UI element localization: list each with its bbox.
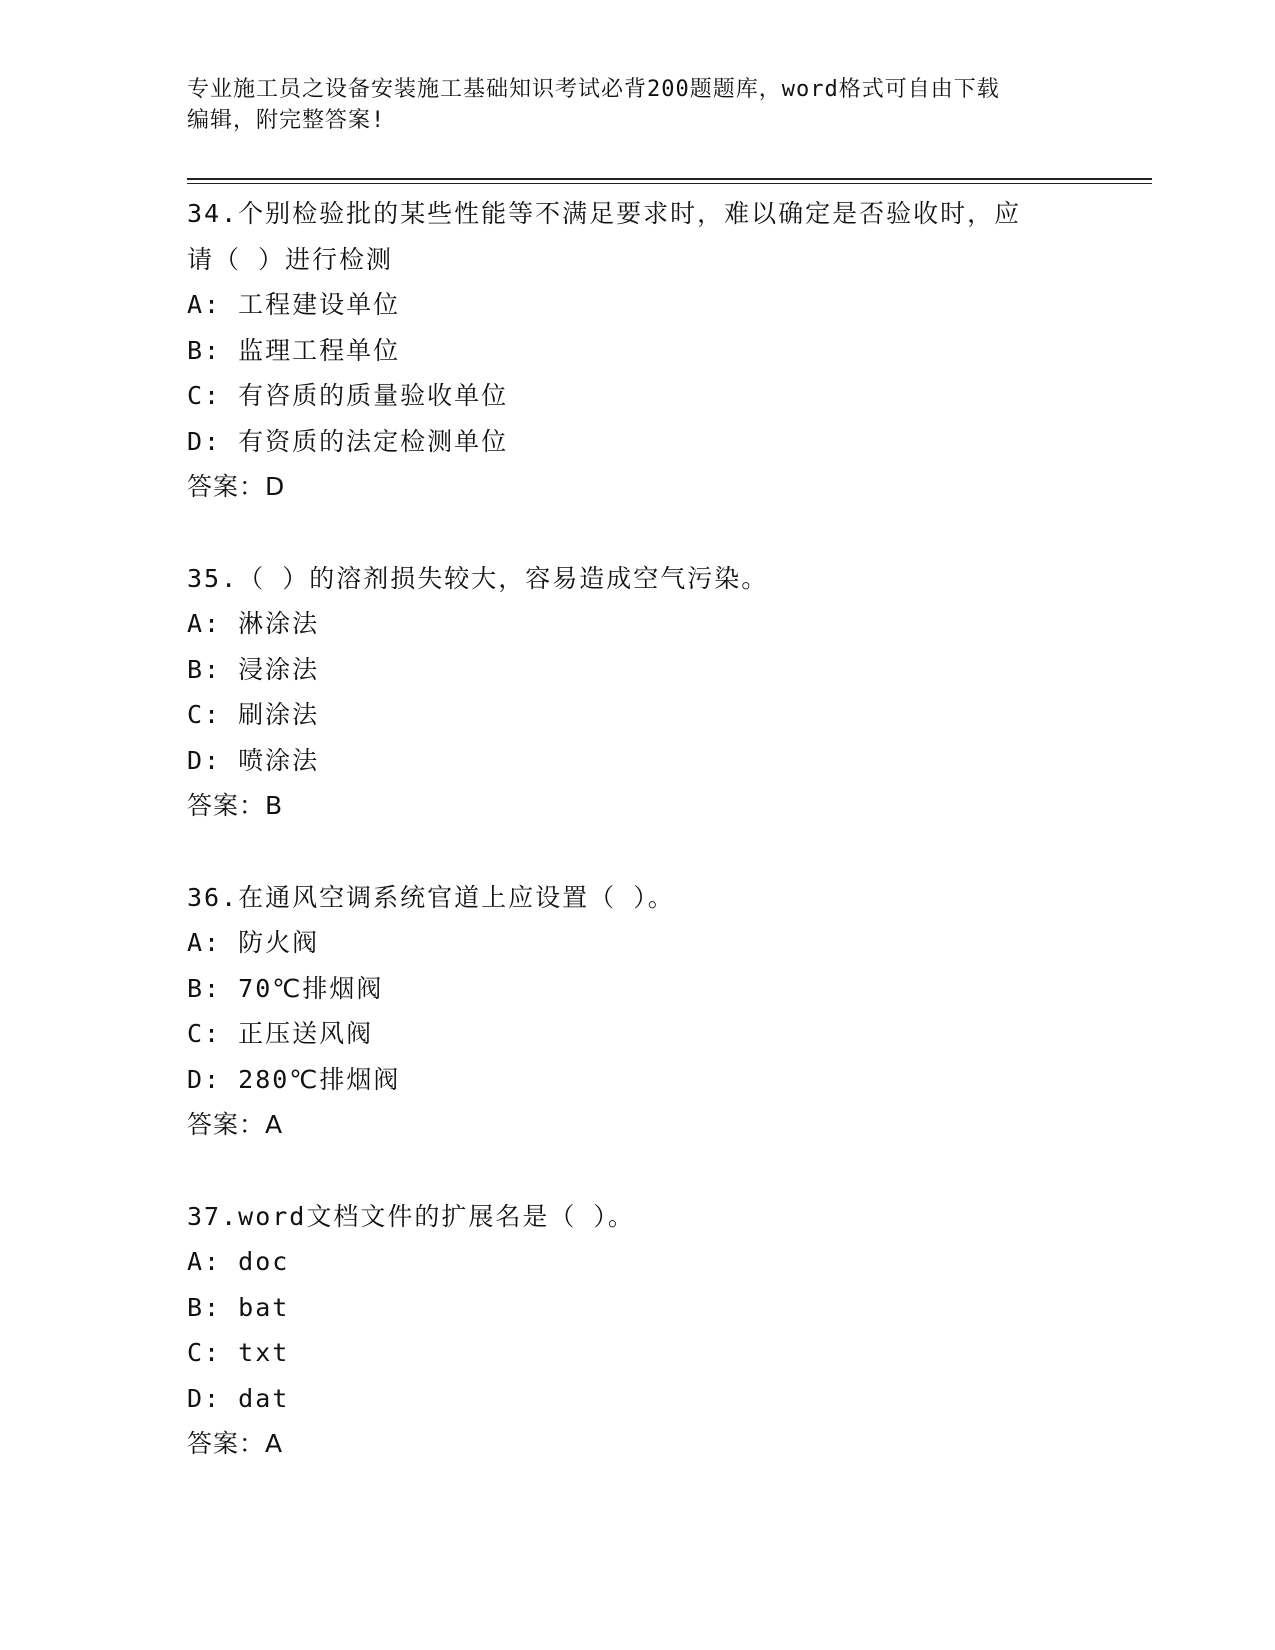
option-d: D: 喷涂法 bbox=[187, 745, 320, 775]
question-37 bbox=[187, 1194, 1087, 1467]
option-c: C: 刷涂法 bbox=[187, 700, 320, 729]
option-d: D: 280℃排烟阀 bbox=[187, 1064, 401, 1094]
option-c: C: 有咨质的质量验收单位 bbox=[187, 381, 509, 410]
answer: 答案：D bbox=[187, 472, 286, 501]
header-line-2: 编辑，附完整答案! bbox=[187, 108, 386, 133]
option-b: B: 浸涂法 bbox=[187, 654, 320, 684]
header-divider-thick bbox=[187, 178, 1152, 180]
header-line-1: 专业施工员之设备安装施工基础知识考试必背200题题库，word格式可自由下载 bbox=[187, 77, 1000, 102]
question-35 bbox=[187, 556, 1087, 829]
option-a: A: doc bbox=[187, 1247, 290, 1276]
question-stem-continued: 请（ ）进行检测 bbox=[187, 244, 394, 274]
header-divider-thin bbox=[187, 183, 1152, 184]
option-d: D: 有资质的法定检测单位 bbox=[187, 426, 509, 456]
question-stem: 36.在通风空调系统官道上应设置（ ）。 bbox=[187, 882, 675, 912]
question-list bbox=[187, 191, 1087, 1513]
option-c: C: 正压送风阀 bbox=[187, 1019, 374, 1048]
option-a: A: 工程建设单位 bbox=[187, 290, 401, 319]
option-c: C: txt bbox=[187, 1338, 290, 1367]
option-b: B: bat bbox=[187, 1292, 290, 1322]
option-b: B: 监理工程单位 bbox=[187, 335, 401, 365]
answer: 答案：B bbox=[187, 791, 284, 820]
option-b: B: 70℃排烟阀 bbox=[187, 973, 384, 1003]
option-a: A: 防火阀 bbox=[187, 928, 320, 957]
question-stem: 35.（ ）的溶剂损失较大，容易造成空气污染。 bbox=[187, 563, 769, 593]
question-34 bbox=[187, 191, 1087, 510]
question-stem: 37.word文档文件的扩展名是（ ）。 bbox=[187, 1201, 635, 1231]
question-36 bbox=[187, 875, 1087, 1148]
option-a: A: 淋涂法 bbox=[187, 609, 320, 638]
document-header bbox=[187, 74, 1087, 136]
question-stem: 34.个别检验批的某些性能等不满足要求时，难以确定是否验收时，应 bbox=[187, 199, 1022, 228]
answer: 答案：A bbox=[187, 1429, 284, 1458]
answer: 答案：A bbox=[187, 1110, 284, 1139]
option-d: D: dat bbox=[187, 1383, 290, 1413]
